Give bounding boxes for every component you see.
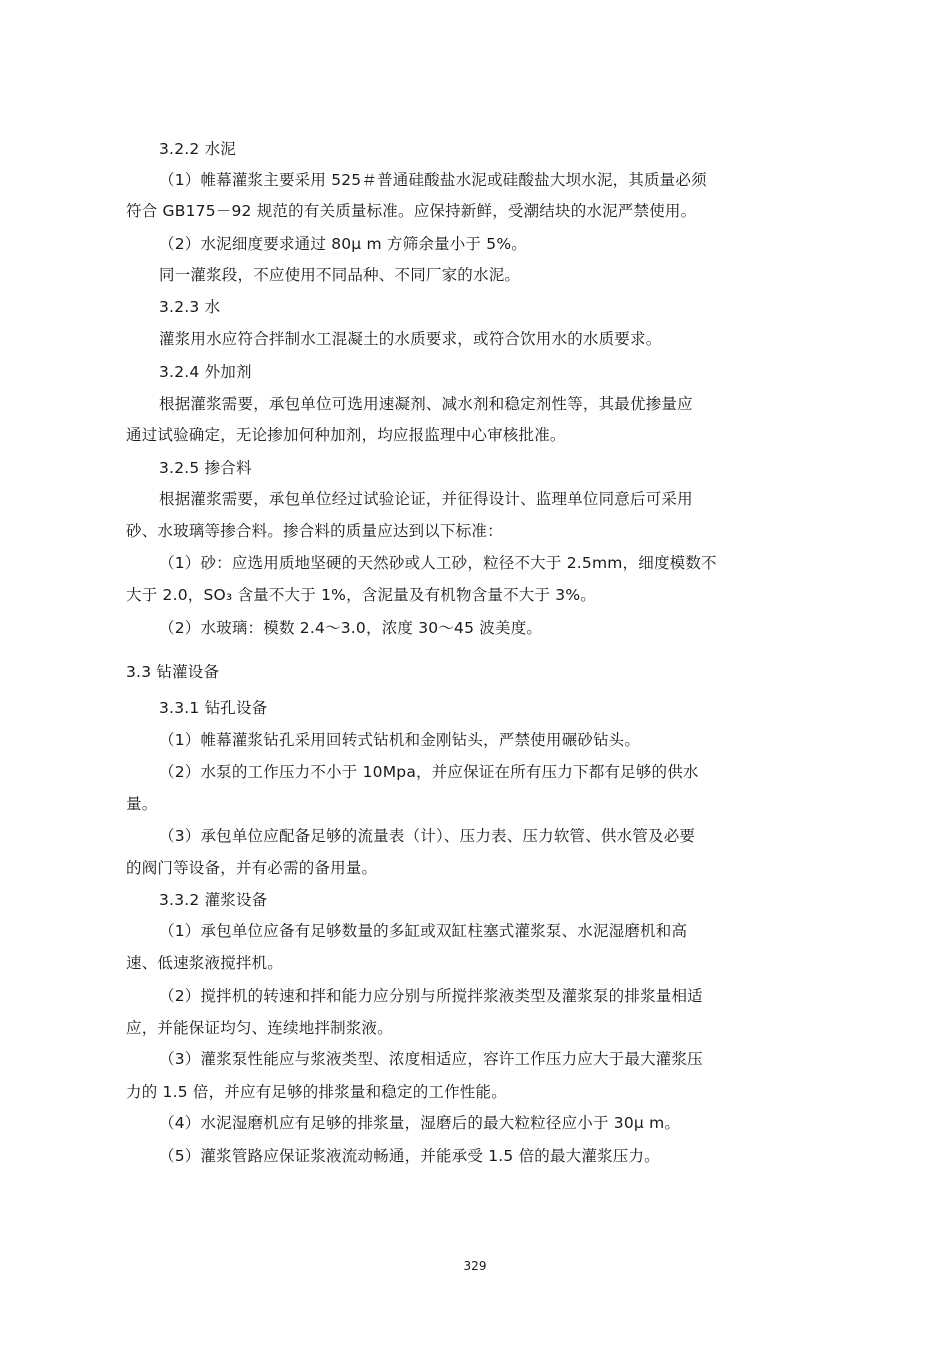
paragraph-line: （1）承包单位应备有足够数量的多缸或双缸柱塞式灌浆泵、水泥湿磨机和高 (159, 922, 688, 940)
paragraph-line: 力的 1.5 倍，并应有足够的排浆量和稳定的工作性能。 (126, 1083, 507, 1101)
heading-3-2-3: 3.2.3 水 (159, 298, 221, 316)
paragraph-line: （2）水泵的工作压力不小于 10Mpa，并应保证在所有压力下都有足够的供水 (159, 763, 699, 781)
paragraph-line: 根据灌浆需要，承包单位经过试验论证，并征得设计、监理单位同意后可采用 (159, 490, 693, 508)
paragraph-line: 根据灌浆需要，承包单位可选用速凝剂、减水剂和稳定剂性等，其最优掺量应 (159, 395, 693, 413)
paragraph-line: （2）水玻璃：模数 2.4～3.0，浓度 30～45 波美度。 (159, 619, 543, 637)
paragraph-line: （1）砂：应选用质地坚硬的天然砂或人工砂，粒径不大于 2.5mm，细度模数不 (159, 554, 717, 572)
paragraph-line: （2）搅拌机的转速和拌和能力应分别与所搅拌浆液类型及灌浆泵的排浆量相适 (159, 987, 703, 1005)
paragraph-line: （3）承包单位应配备足够的流量表（计）、压力表、压力软管、供水管及必要 (159, 827, 696, 845)
paragraph-line: （3）灌浆泵性能应与浆液类型、浓度相适应，容许工作压力应大于最大灌浆压 (159, 1050, 703, 1068)
paragraph-line: （2）水泥细度要求通过 80μ m 方筛余量小于 5%。 (159, 235, 527, 253)
paragraph-line: 同一灌浆段，不应使用不同品种、不同厂家的水泥。 (159, 266, 521, 284)
heading-3-3-1: 3.3.1 钻孔设备 (159, 699, 268, 717)
paragraph-line: （1）帷幕灌浆钻孔采用回转式钻机和金刚钻头，严禁使用碾砂钻头。 (159, 731, 641, 749)
heading-3-3-2: 3.3.2 灌浆设备 (159, 891, 268, 909)
paragraph-line: 量。 (126, 795, 158, 813)
paragraph-line: 应，并能保证均匀、连续地拌制浆液。 (126, 1019, 393, 1037)
paragraph-line: 速、低速浆液搅拌机。 (126, 954, 284, 972)
paragraph-line: （1）帷幕灌浆主要采用 525＃普通硅酸盐水泥或硅酸盐大坝水泥，其质量必须 (159, 171, 707, 189)
page-number: 329 (463, 1259, 487, 1273)
paragraph-line: 砂、水玻璃等掺合料。掺合料的质量应达到以下标准： (126, 522, 503, 540)
heading-3-2-5: 3.2.5 掺合料 (159, 459, 252, 477)
paragraph-line: （5）灌浆管路应保证浆液流动畅通，并能承受 1.5 倍的最大灌浆压力。 (159, 1147, 660, 1165)
paragraph-line: 的阀门等设备，并有必需的备用量。 (126, 859, 378, 877)
heading-3-2-4: 3.2.4 外加剂 (159, 363, 252, 381)
heading-3-2-2: 3.2.2 水泥 (159, 140, 236, 158)
paragraph-line: 灌浆用水应符合拌制水工混凝土的水质要求，或符合饮用水的水质要求。 (159, 330, 662, 348)
heading-3-3: 3.3 钻灌设备 (126, 663, 220, 681)
paragraph-line: （4）水泥湿磨机应有足够的排浆量，湿磨后的最大粒粒径应小于 30μ m。 (159, 1114, 681, 1132)
paragraph-line: 符合 GB175－92 规范的有关质量标准。应保持新鲜，受潮结块的水泥严禁使用。 (126, 202, 697, 220)
paragraph-line: 通过试验确定，无论掺加何种加剂，均应报监理中心审核批准。 (126, 426, 566, 444)
paragraph-line: 大于 2.0，SO₃ 含量不大于 1%，含泥量及有机物含量不大于 3%。 (126, 586, 596, 604)
